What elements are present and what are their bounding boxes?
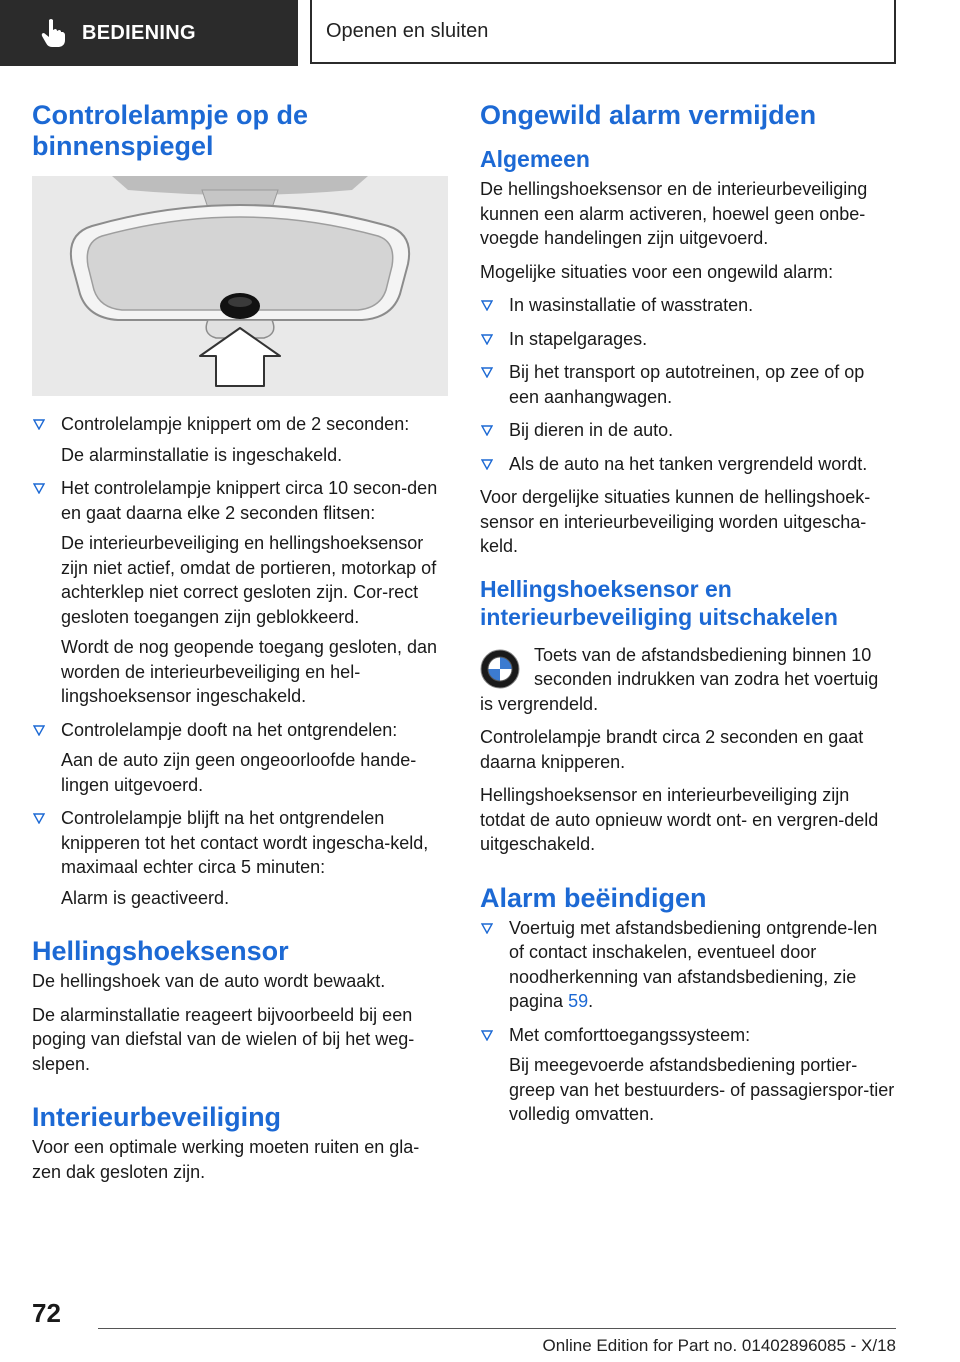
- list-item: [480, 327, 896, 352]
- left-column: [32, 100, 448, 1193]
- list-item: [480, 916, 896, 1014]
- list-item-sub: Aan de auto zijn geen ongeoorloofde hande-lingen uitgevoerd.: [61, 750, 417, 795]
- hand-pointer-icon: [40, 18, 66, 48]
- situaties-list: [480, 293, 896, 476]
- list-item-text: Controlelampje blijft na het ontgrendelen knipperen tot het contact wordt ingescha-keld, maximaal echter circa 5 minuten:: [61, 808, 429, 877]
- heading-algemeen: Algemeen: [480, 146, 590, 172]
- list-item-text: Controlelampje knippert om de 2 seconden:: [61, 414, 410, 434]
- triangle-bullet-icon: [481, 334, 493, 345]
- list-item-text: In stapelgarages.: [509, 328, 648, 349]
- triangle-bullet-icon: [33, 813, 45, 824]
- heading-ongewild-alarm: Ongewild alarm vermijden: [480, 100, 817, 130]
- list-item-text: Als de auto na het tanken vergrendeld wordt.: [509, 453, 868, 474]
- mirror-illustration: [32, 176, 448, 396]
- list-item-text: Bij dieren in de auto.: [509, 420, 674, 440]
- chapter-tab: [310, 0, 896, 64]
- paragraph: Voor een optimale werking moeten ruiten en gla-zen dak gesloten zijn.: [32, 1137, 420, 1182]
- paragraph: Toets van de afstandsbediening binnen 10 seconden indrukken van zodra het voertuig is vergrendeld.: [480, 644, 879, 714]
- beeindigen-list: [480, 916, 896, 1127]
- paragraph: Controlelampje brandt circa 2 seconden en gaat daarna knipperen.: [480, 727, 864, 772]
- list-item: [32, 476, 448, 709]
- page-number: 72: [32, 1298, 61, 1328]
- list-item-sub: De interieurbeveiliging en hellingshoeksensor zijn niet actief, omdat de portieren, motorkap of achterklep niet correct gesloten zijn. Cor-rect gesloten toegangen zijn geblokkeerd.: [61, 533, 437, 627]
- list-item: [480, 360, 896, 409]
- list-item: [32, 412, 448, 467]
- list-item-sub: De alarminstallatie is ingeschakeld.: [61, 444, 343, 465]
- triangle-bullet-icon: [481, 459, 493, 470]
- list-item: [480, 293, 896, 318]
- triangle-bullet-icon: [481, 367, 493, 378]
- paragraph: De hellingshoek van de auto wordt bewaakt.: [32, 971, 386, 991]
- list-item-sub: Alarm is geactiveerd.: [61, 887, 230, 908]
- list-item-sub: Wordt de nog geopende toegang gesloten, dan worden de interieurbeveiliging en hel-lingshoeksensor ingeschakeld.: [61, 637, 437, 706]
- list-item-sub: Bij meegevoerde afstandsbediening portier-greep van het bestuurders- of passagierspor-tier volledig omvatten.: [509, 1055, 895, 1124]
- paragraph: Mogelijke situaties voor een ongewild alarm:: [480, 261, 834, 282]
- triangle-bullet-icon: [481, 1030, 493, 1041]
- bmw-logo-icon: [480, 649, 520, 689]
- triangle-bullet-icon: [33, 725, 45, 736]
- list-item-text: Met comforttoegangssysteem:: [509, 1024, 751, 1045]
- list-item-text: Bij het transport op autotreinen, op zee of op een aanhangwagen.: [509, 362, 865, 407]
- heading-controlelampje: Controlelampje op de binnenspiegel: [32, 100, 309, 161]
- paragraph: De alarminstallatie reageert bijvoorbeeld bij een poging van diefstal van de wielen of bij het weg-slepen.: [32, 1004, 415, 1074]
- list-item: [480, 418, 896, 443]
- footer-edition: Online Edition for Part no. 01402896085 - X/18: [542, 1336, 896, 1355]
- paragraph: De hellingshoeksensor en de interieurbeveiliging kunnen een alarm activeren, hoewel geen onbe-voegde handelingen zijn uitgevoerd.: [480, 179, 868, 248]
- list-item-text: Voertuig met afstandsbediening ontgrende-len of contact inschakelen, eventueel door noodherkenning van afstandsbediening, zie pagina: [509, 917, 878, 1011]
- triangle-bullet-icon: [481, 923, 493, 934]
- logo-paragraph: [480, 641, 896, 717]
- list-item-text: Controlelampje dooft na het ontgrendelen:: [61, 719, 398, 740]
- list-item-text: In wasinstallatie of wasstraten.: [509, 295, 754, 315]
- list-item-text: Het controlelampje knippert circa 10 secon-den en gaat daarna elke 2 seconden flitsen:: [61, 478, 438, 523]
- right-column: [480, 100, 896, 1136]
- list-item: [32, 806, 448, 910]
- list-item: [480, 452, 896, 477]
- controlelampje-list: [32, 412, 448, 910]
- heading-hellingshoeksensor: Hellingshoeksensor: [32, 936, 289, 966]
- footer-divider: [98, 1328, 896, 1329]
- heading-alarm-beeindigen: Alarm beëindigen: [480, 882, 707, 913]
- triangle-bullet-icon: [33, 419, 45, 430]
- chapter-label: Openen en sluiten: [326, 19, 489, 42]
- page-link[interactable]: 59: [568, 991, 589, 1011]
- triangle-bullet-icon: [481, 300, 493, 311]
- paragraph: Voor dergelijke situaties kunnen de hellingshoek-sensor en interieurbeveiliging worden uitgescha-keld.: [480, 487, 871, 556]
- rearview-mirror-image: [32, 176, 448, 396]
- list-item: [480, 1023, 896, 1127]
- triangle-bullet-icon: [33, 483, 45, 494]
- triangle-bullet-icon: [481, 425, 493, 436]
- section-label: BEDIENING: [82, 21, 196, 44]
- list-item-text-end: .: [588, 991, 594, 1011]
- paragraph: Hellingshoeksensor en interieurbeveiliging zijn totdat de auto opnieuw wordt ont- en vergren-deld uitgeschakeld.: [480, 785, 879, 854]
- section-tab: [0, 0, 298, 66]
- heading-uitschakelen: Hellingshoeksensor en interieurbeveiliging uitschakelen: [480, 575, 838, 630]
- heading-interieurbeveiliging: Interieurbeveiliging: [32, 1102, 282, 1132]
- list-item: [32, 718, 448, 798]
